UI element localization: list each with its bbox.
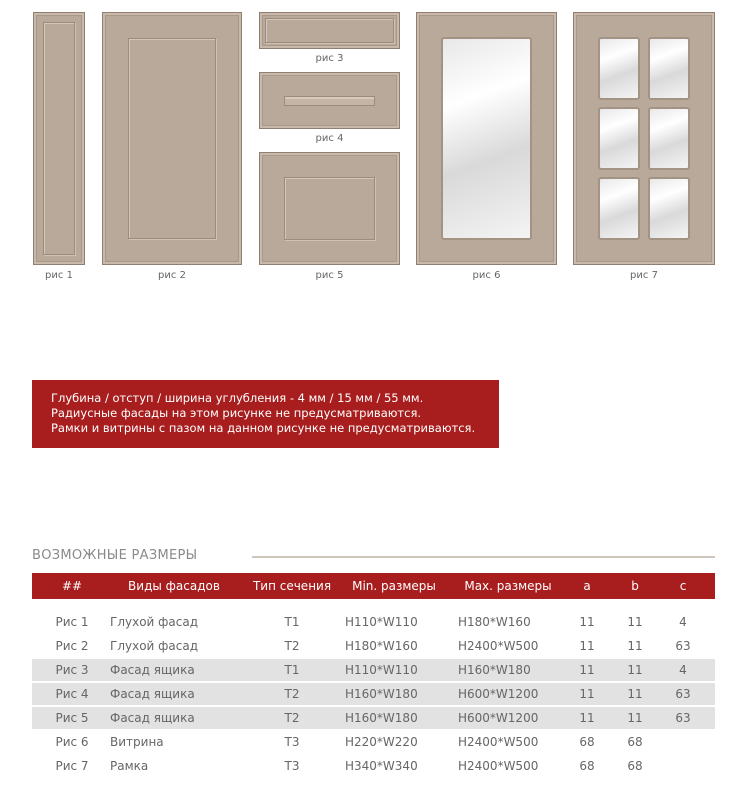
table-row — [32, 707, 715, 729]
facade-figure-3 — [259, 12, 400, 49]
row-b: 11 — [627, 687, 643, 701]
facade-figure-7-pane-3 — [598, 107, 640, 170]
header-c: c — [679, 579, 687, 593]
table-row — [32, 755, 715, 777]
table-row — [32, 611, 715, 633]
facade-figure-7-pane-5 — [598, 177, 640, 240]
facade-figure-4 — [259, 72, 400, 129]
row-max-size: H2400*W500 — [458, 735, 539, 749]
row-min-size: H160*W180 — [345, 711, 418, 725]
row-b: 11 — [627, 639, 643, 653]
caption-figure-4: рис 4 — [315, 133, 344, 144]
row-c: 63 — [675, 711, 691, 725]
facade-figure-3-inset — [265, 18, 394, 43]
row-number: Рис 3 — [55, 663, 89, 677]
header-max-size: Max. размеры — [464, 579, 552, 593]
table-row — [32, 683, 715, 705]
row-b: 68 — [627, 759, 643, 773]
notice-banner — [32, 380, 499, 448]
sizes-section-divider — [252, 556, 715, 558]
row-a: 11 — [579, 687, 595, 701]
caption-figure-5: рис 5 — [315, 270, 344, 281]
facade-figure-7-pane-6 — [648, 177, 690, 240]
row-max-size: H2400*W500 — [458, 759, 539, 773]
row-facade-type: Глухой фасад — [110, 639, 199, 653]
row-max-size: H160*W180 — [458, 663, 531, 677]
row-min-size: H160*W180 — [345, 687, 418, 701]
header-facade-type: Виды фасадов — [128, 579, 220, 593]
facade-figure-2 — [102, 12, 242, 265]
notice-line-2: Радиусные фасады на этом рисунке не предусматриваются. — [51, 406, 422, 420]
row-facade-type: Фасад ящика — [110, 663, 195, 677]
row-min-size: H110*W110 — [345, 615, 418, 629]
row-facade-type: Рамка — [110, 759, 149, 773]
row-c: 63 — [675, 687, 691, 701]
caption-figure-2: рис 2 — [158, 270, 186, 281]
row-number: Рис 7 — [55, 759, 89, 773]
row-a: 11 — [579, 615, 595, 629]
row-section-type: T3 — [284, 735, 300, 749]
row-section-type: T2 — [284, 687, 300, 701]
row-b: 68 — [627, 735, 643, 749]
facade-figure-5-inset — [284, 177, 375, 240]
row-number: Рис 6 — [55, 735, 89, 749]
table-row — [32, 731, 715, 753]
caption-figure-3: рис 3 — [315, 53, 344, 64]
row-a: 68 — [579, 735, 595, 749]
row-section-type: T3 — [284, 759, 300, 773]
facade-figure-4-groove — [284, 96, 375, 106]
facade-figure-5 — [259, 152, 400, 265]
facade-figure-6 — [416, 12, 557, 265]
facade-figure-1 — [33, 12, 85, 265]
row-min-size: H220*W220 — [345, 735, 418, 749]
row-min-size: H340*W340 — [345, 759, 418, 773]
sizes-table-header — [32, 573, 715, 599]
row-section-type: T2 — [284, 639, 300, 653]
header-section-type: Тип сечения — [252, 579, 332, 593]
row-facade-type: Глухой фасад — [110, 615, 199, 629]
row-b: 11 — [627, 711, 643, 725]
row-max-size: H600*W1200 — [458, 687, 539, 701]
row-a: 11 — [579, 711, 595, 725]
caption-figure-6: рис 6 — [472, 270, 501, 281]
row-facade-type: Фасад ящика — [110, 711, 195, 725]
row-number: Рис 5 — [55, 711, 89, 725]
header-number: ## — [61, 579, 83, 593]
caption-figure-7: рис 7 — [630, 270, 658, 281]
row-max-size: H180*W160 — [458, 615, 531, 629]
caption-figure-1: рис 1 — [45, 270, 73, 281]
row-b: 11 — [627, 663, 643, 677]
facade-figure-7 — [573, 12, 715, 265]
sizes-section-title: ВОЗМОЖНЫЕ РАЗМЕРЫ — [32, 548, 198, 563]
row-max-size: H2400*W500 — [458, 639, 539, 653]
row-a: 11 — [579, 663, 595, 677]
row-c: 4 — [679, 663, 687, 677]
facade-figure-7-pane-2 — [648, 37, 690, 100]
notice-line-3: Рамки и витрины с пазом на данном рисунке не предусматриваются. — [51, 421, 476, 435]
table-row — [32, 659, 715, 681]
table-row — [32, 635, 715, 657]
row-c: 63 — [675, 639, 691, 653]
row-section-type: T1 — [284, 615, 300, 629]
row-section-type: T2 — [284, 711, 300, 725]
row-facade-type: Витрина — [110, 735, 164, 749]
row-max-size: H600*W1200 — [458, 711, 539, 725]
header-a: a — [583, 579, 591, 593]
row-c: 4 — [679, 615, 687, 629]
row-section-type: T1 — [284, 663, 300, 677]
row-a: 11 — [579, 639, 595, 653]
notice-line-1: Глубина / отступ / ширина углубления - 4 мм / 15 мм / 55 мм. — [51, 391, 424, 405]
row-number: Рис 1 — [55, 615, 89, 629]
facade-figure-1-inset — [43, 22, 75, 255]
row-min-size: H110*W110 — [345, 663, 418, 677]
facade-figure-7-pane-4 — [648, 107, 690, 170]
row-facade-type: Фасад ящика — [110, 687, 195, 701]
facade-figure-2-inset — [128, 38, 216, 239]
header-min-size: Min. размеры — [352, 579, 436, 593]
row-min-size: H180*W160 — [345, 639, 418, 653]
facade-figure-7-pane-1 — [598, 37, 640, 100]
row-number: Рис 2 — [55, 639, 89, 653]
facade-figure-6-glass — [441, 37, 532, 240]
row-number: Рис 4 — [55, 687, 89, 701]
row-b: 11 — [627, 615, 643, 629]
row-a: 68 — [579, 759, 595, 773]
header-b: b — [631, 579, 639, 593]
